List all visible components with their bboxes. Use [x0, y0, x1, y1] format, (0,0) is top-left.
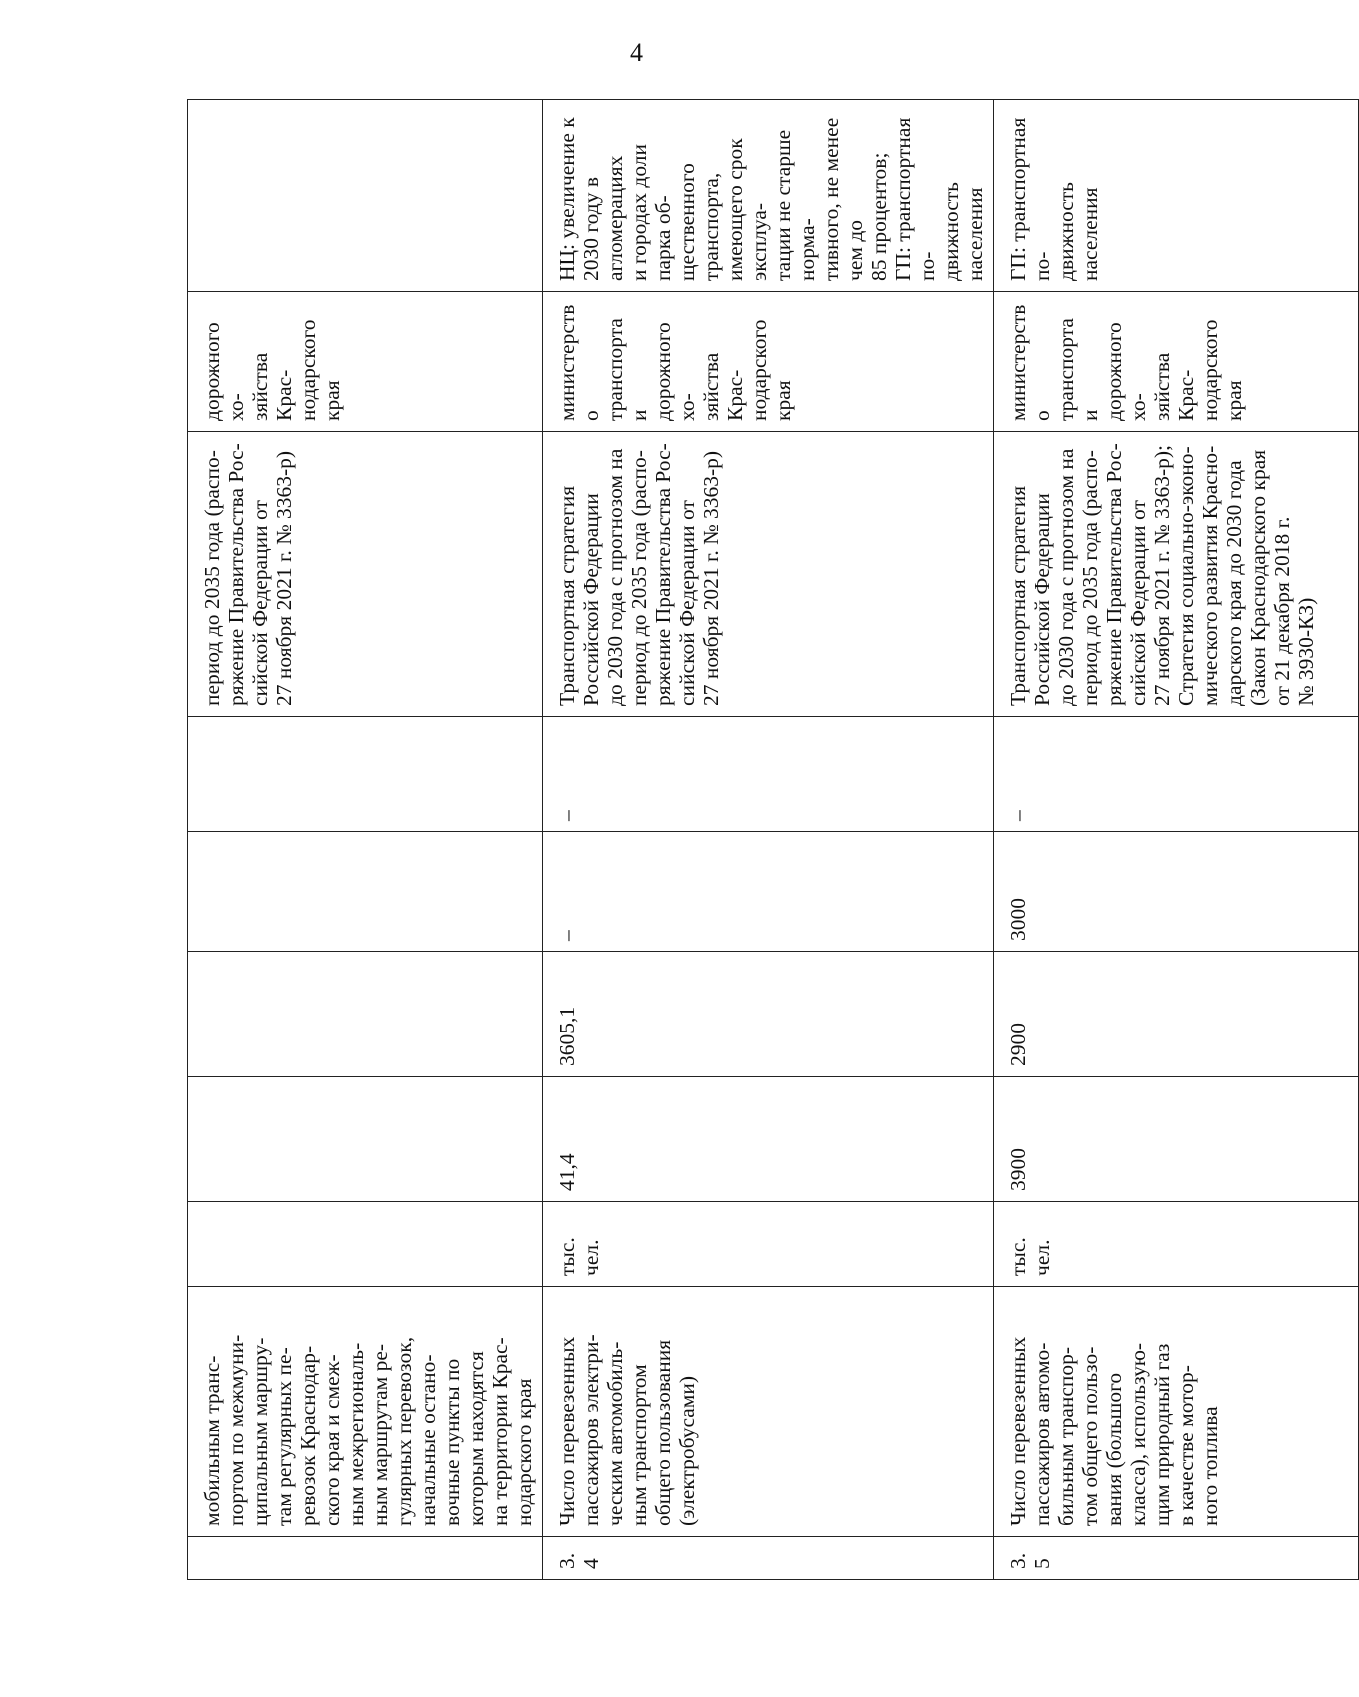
value-2: 3605,1	[543, 952, 994, 1077]
indicator-name: мобильным транс- портом по межмуни- ципальным маршру- там регулярных пе- ревозок Краснодар- ского края и смеж- ным межрегиональ- ным маршрутам ре- гулярных перевозок, начальные остано- вочные пункты по которым находятся на территории Крас- нодарского края	[188, 1287, 543, 1537]
table-row	[543, 100, 994, 1580]
value-3: 3000	[994, 832, 1359, 952]
row-number: 3.5	[994, 1537, 1359, 1580]
page-number: 4	[630, 38, 643, 67]
value-3: –	[543, 832, 994, 952]
value-1	[188, 1077, 543, 1202]
linked-goal	[188, 100, 543, 292]
source-document: Транспортная стратегия Российской Федерации до 2030 года с прогнозом на период до 2035 года (распо- ряжение Правительства Рос- сийской Федерации от 27 ноября 2021 г. № 3363-р); Стратегия социально-эконо- мического развития Красно- дарского края до 2030 года (Закон Краснодарского края от 21 декабря 2018 г. № 3930-КЗ)	[994, 432, 1359, 717]
source-document: Транспортная стратегия Российской Федерации до 2030 года с прогнозом на период до 2035 года (распо- ряжение Правительства Рос- сийской Федерации от 27 ноября 2021 г. № 3363-р)	[543, 432, 994, 717]
responsible-body: министерство транспорта и дорожного хо- зяйства Крас- нодарского края	[994, 292, 1359, 432]
table-row	[994, 100, 1359, 1580]
linked-goal: НЦ: увеличение к 2030 году в агломерациях и городах доли парка об- щественного транспорта, имеющего срок эксплуа- тации не старше норма- тивного, не менее чем до 85 процентов; ГП: транспортная по- движность населения	[543, 100, 994, 292]
responsible-body: министерство транспорта и дорожного хо- зяйства Крас- нодарского края	[543, 292, 994, 432]
unit: тыс. чел.	[543, 1202, 994, 1287]
unit: тыс. чел.	[994, 1202, 1359, 1287]
value-4: –	[994, 717, 1359, 832]
value-2: 2900	[994, 952, 1359, 1077]
rotated-table-container	[187, 100, 1318, 1580]
unit	[188, 1202, 543, 1287]
value-4: –	[543, 717, 994, 832]
indicator-name: Число перевезенных пассажиров автомо- бильным транспор- том общего пользо- вания (большого класса), использую- щим природный газ в качестве мотор- ного топлива	[994, 1287, 1359, 1537]
responsible-body: дорожного хо- зяйства Крас- нодарского края	[188, 292, 543, 432]
table-row	[188, 100, 543, 1580]
row-number	[188, 1537, 543, 1580]
value-2	[188, 952, 543, 1077]
value-1: 3900	[994, 1077, 1359, 1202]
value-1: 41,4	[543, 1077, 994, 1202]
linked-goal: ГП: транспортная по- движность населения	[994, 100, 1359, 292]
source-document: период до 2035 года (распо- ряжение Правительства Рос- сийской Федерации от 27 ноября 2021 г. № 3363-р)	[188, 432, 543, 717]
indicator-name: Число перевезенных пассажиров электри- ческим автомобиль- ным транспортом общего пользования (электробусами)	[543, 1287, 994, 1537]
value-3	[188, 832, 543, 952]
row-number: 3.4	[543, 1537, 994, 1580]
value-4	[188, 717, 543, 832]
indicators-table	[187, 99, 1359, 1580]
